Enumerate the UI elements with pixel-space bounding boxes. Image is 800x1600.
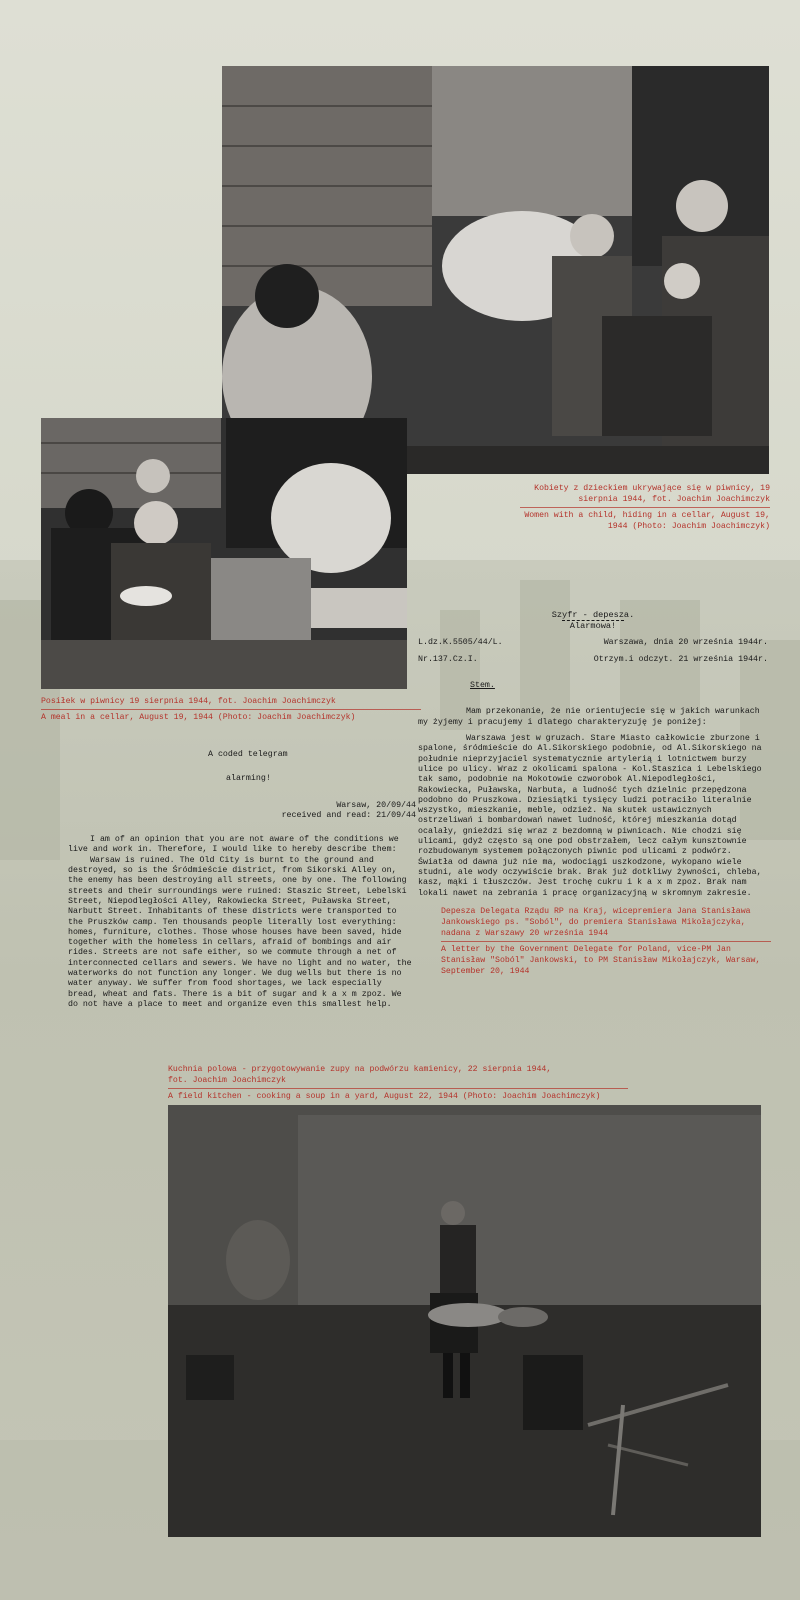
telegram-pl-ref-right: Warszawa, dnia 20 września 1944r.	[603, 637, 768, 647]
telegram-pl-paragraph-1: Mam przekonanie, że nie orientujecie się w jakich warunkach my żyjemy i pracujemy i dlatego charakteryzuję je poniżej:	[418, 707, 760, 727]
caption-field-kitchen-en: A field kitchen - cooking a soup in a yard, August 22, 1944 (Photo: Joachim Joachimczyk)	[168, 1092, 601, 1101]
caption-cellar-meal-en: A meal in a cellar, August 19, 1944 (Photo: Joachim Joachimczyk)	[41, 713, 356, 722]
telegram-pl-ref-row	[418, 638, 768, 648]
photo-field-kitchen	[168, 1105, 761, 1537]
caption-telegram-pl: Depesza Delegata Rządu RP na Kraj, wicepremiera Jana Stanisława Jankowskiego ps. "Soból", do premiera Stanisława Mikołajczyka, nadana z Warszawy 20 września 1944	[441, 907, 751, 938]
telegram-pl-addressee: Stem.	[470, 681, 495, 691]
telegram-pl-ref-left: L.dz.K.5505/44/L.	[418, 637, 503, 647]
telegram-en-date: Warsaw, 20/09/44	[336, 800, 416, 810]
photo-field-kitchen-image	[168, 1105, 761, 1537]
caption-telegram	[441, 906, 771, 977]
photo-cellar-women	[222, 66, 769, 474]
telegram-polish	[418, 610, 768, 899]
telegram-pl-ref-left: Nr.137.Cz.I.	[418, 654, 478, 664]
caption-divider	[520, 507, 770, 508]
caption-cellar-women	[520, 483, 770, 532]
telegram-pl-paragraph-2: Warszawa jest w gruzach. Stare Miasto całkowicie zburzone i spalone, śródmieście do Al.Sikorskiego podobnie, od Al.Sikorskiego na południe nieprzyjaciel systematycznie artylerią i lotnictwem burzy ulice po ulicy. Wraz z okolicami spalona - Kol.Staszica i Lebelskiego tak samo, podobnie na Mokotowie czworobok Al.Niepodległości, Rakowiecka, Puławska, Narbuta, a ludność tych dzielnic przepędzona podobno do Pruszkowa. Dziesiątki tysięcy ludzi potraciło literalnie wszystko, mieszkanie, meble, odzież. Na skutek ustawicznych ostrzeliwań i bombardowań nawet ludność, której mieszkania dotąd ocalały, gnieździ się wraz z bezdomną w piwnicach. Nie chodzi się ulicami, gdyż często są one pod obstrzałem, lecz całym kunsztownie rozbudowanym systemem połączonych piwnic pod ulicami z podwórz. Światła od dawna już nie ma, wodociągi uszkodzone, wykopano wiele studni, ale wody oczywiście brak. Brak już dotkliwy żywności, chleba, kasz, mąki i tłuszczów. Jest trochę cukru i k a x m zpoz. Brak nam lokali nawet na zebrania i pracę organizacyjną w skromnym zakresie.	[418, 734, 762, 898]
caption-divider	[41, 709, 421, 710]
caption-telegram-en: A letter by the Government Delegate for Poland, vice-PM Jan Stanisław "Soból" Jankowski, to PM Stanisław Mikołajczyk, Warsaw, September 20, 1944	[441, 945, 761, 976]
telegram-pl-ref-right: Otrzym.i odczyt. 21 września 1944r.	[593, 654, 768, 664]
telegram-en-title: A coded telegram	[208, 750, 288, 759]
telegram-pl-subtitle: Alarmowa!	[562, 620, 624, 631]
photo-cellar-women-image	[222, 66, 769, 474]
photo-cellar-meal	[41, 418, 407, 689]
caption-field-kitchen-pl: Kuchnia polowa - przygotowywanie zupy na podwórzu kamienicy, 22 sierpnia 1944, fot. Joachim Joachimczyk	[168, 1065, 552, 1085]
telegram-en-received: received and read: 21/09/44	[281, 810, 416, 820]
telegram-en-paragraph-2: Warsaw is ruined. The Old City is burnt to the ground and destroyed, so is the Śródmieście district, from Sikorski Alley on, the enemy has been destroying all streets, one by one. The following streets and their surroundings were ruined: Staszic Street, Lebelski Street, Niepodległości Alley, Rakowiecka Street, Puławska Street, Narbutt Street. Inhabitants of these districts were transported to the Pruszków camp. Ten thousands people literally lost everything: homes, furniture, clothes. Those whose houses have been saved, hide together with the homeless in cellars, afraid of bombings and air rides. Streets are not safe either, so we commute through a net of interconnected cellars and sewers. We have no light and no water, the waterworks do not function any longer. We dug wells but there is no water anyway. We suffer from food shortages, we lack especially bread, wheat and fats. There is a bit of sugar and k a x m zpoz. We do not have a place to meet and organize even this smallest help.	[68, 855, 412, 1009]
caption-cellar-meal	[41, 696, 421, 723]
caption-divider	[168, 1088, 628, 1089]
telegram-pl-ref-row	[418, 655, 768, 665]
caption-field-kitchen	[168, 1064, 628, 1102]
caption-cellar-women-en: Women with a child, hiding in a cellar, August 19, 1944 (Photo: Joachim Joachimczyk)	[524, 511, 770, 531]
telegram-english	[68, 750, 416, 1010]
telegram-pl-title: Szyfr - depesza.	[551, 610, 635, 620]
photo-cellar-meal-image	[41, 418, 407, 689]
caption-cellar-meal-pl: Posiłek w piwnicy 19 sierpnia 1944, fot. Joachim Joachimczyk	[41, 697, 336, 706]
telegram-en-subtitle: alarming!	[226, 774, 271, 784]
caption-cellar-women-pl: Kobiety z dzieckiem ukrywające się w piwnicy, 19 sierpnia 1944, fot. Joachim Joachimczyk	[534, 484, 770, 504]
caption-divider	[441, 941, 771, 942]
telegram-en-paragraph-1: I am of an opinion that you are not aware of the conditions we live and work in. Therefore, I would like to hereby describe them:	[68, 835, 399, 855]
